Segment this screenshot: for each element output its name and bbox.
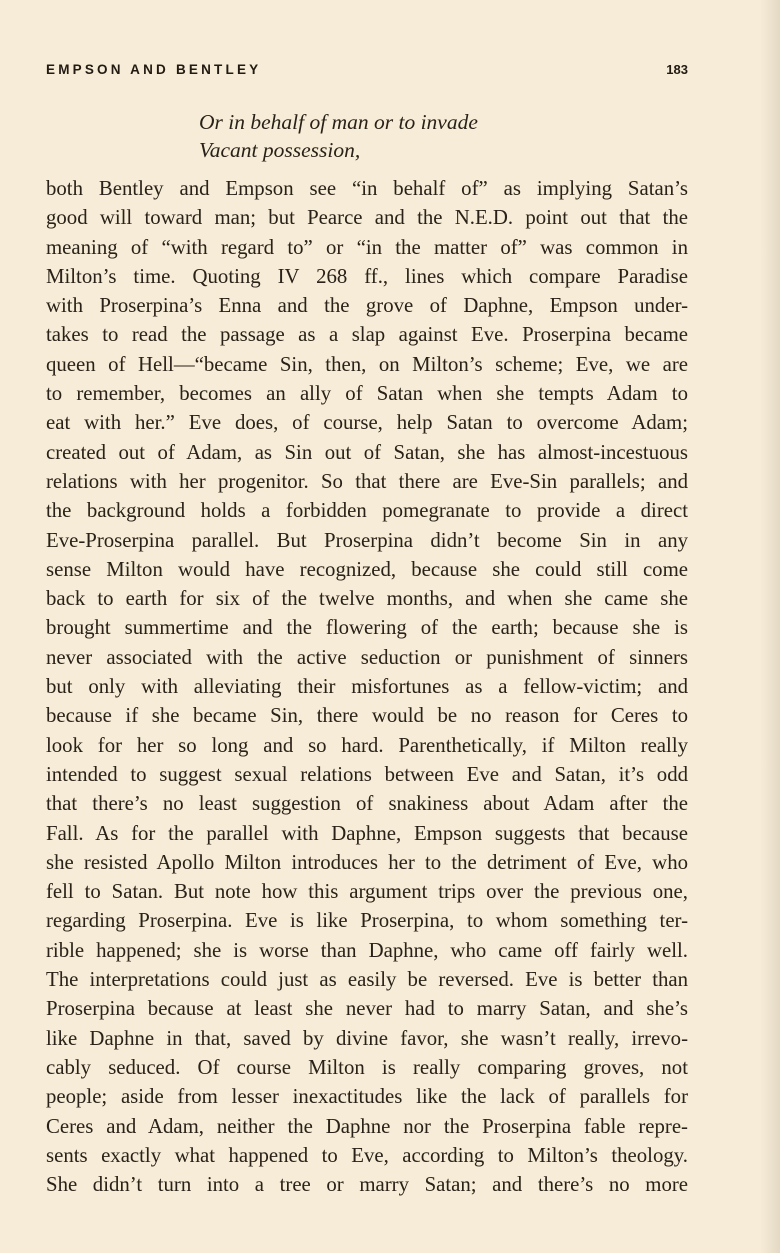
text-line: both Bentley and Empson see “in behalf of” as implying Satan’s <box>46 177 688 200</box>
text-line: with Proserpina’s Enna and the grove of Daphne, Empson under- <box>46 294 688 318</box>
text-line: people; aside from lesser inexactitudes like the lack of parallels for <box>46 1085 688 1109</box>
quotation-line: Or in behalf of man or to invade <box>199 110 478 134</box>
text-line: the background holds a forbidden pomegranate to provide a direct <box>46 499 688 523</box>
text-line: meaning of “with regard to” or “in the matter of” was common in <box>46 235 688 259</box>
text-line: look for her so long and so hard. Parenthetically, if Milton really <box>46 733 688 757</box>
text-line: queen of Hell—“became Sin, then, on Milton’s scheme; Eve, we are <box>46 352 688 376</box>
text-line: Ceres and Adam, neither the Daphne nor the Proserpina fable repre- <box>46 1114 688 1138</box>
text-line: rible happened; she is worse than Daphne, who came off fairly well. <box>46 938 688 962</box>
page-number: 183 <box>666 62 688 77</box>
text-line: eat with her.” Eve does, of course, help Satan to overcome Adam; <box>46 411 688 435</box>
text-line: never associated with the active seduction or punishment of sinners <box>46 645 688 669</box>
text-line: brought summertime and the flowering of the earth; because she is <box>46 616 688 640</box>
text-line: She didn’t turn into a tree or marry Satan; and there’s no more <box>46 1173 688 1197</box>
text-line: Milton’s time. Quoting IV 268 ff., lines which compare Paradise <box>46 264 688 288</box>
text-line: good will toward man; but Pearce and the N.E.D. point out that the <box>46 206 688 230</box>
block-quotation <box>199 108 478 164</box>
text-line: takes to read the passage as a slap against Eve. Proserpina became <box>46 323 688 347</box>
body-text <box>46 174 688 1199</box>
text-line: fell to Satan. But note how this argument trips over the previous one, <box>46 880 688 904</box>
text-line: created out of Adam, as Sin out of Satan, she has almost-incestuous <box>46 440 688 464</box>
text-line: to remember, becomes an ally of Satan when she tempts Adam to <box>46 382 688 406</box>
text-line: that there’s no least suggestion of snakiness about Adam after the <box>46 792 688 816</box>
quotation-line: Vacant possession, <box>199 138 361 162</box>
text-line: The interpretations could just as easily be reversed. Eve is better than <box>46 968 688 992</box>
text-line: relations with her progenitor. So that there are Eve-Sin parallels; and <box>46 469 688 493</box>
text-line: Fall. As for the parallel with Daphne, Empson suggests that because <box>46 821 688 845</box>
text-line: Proserpina because at least she never had to marry Satan, and she’s <box>46 997 688 1021</box>
text-line: cably seduced. Of course Milton is really comparing groves, not <box>46 1055 688 1079</box>
text-line: regarding Proserpina. Eve is like Proserpina, to whom something ter- <box>46 909 688 933</box>
text-line: sense Milton would have recognized, because she could still come <box>46 557 688 581</box>
text-line: because if she became Sin, there would be no reason for Ceres to <box>46 704 688 728</box>
text-line: back to earth for six of the twelve months, and when she came she <box>46 587 688 611</box>
running-head <box>46 62 688 82</box>
text-line: intended to suggest sexual relations between Eve and Satan, it’s odd <box>46 762 688 786</box>
text-line: but only with alleviating their misfortunes as a fellow-victim; and <box>46 675 688 699</box>
text-line: sents exactly what happened to Eve, according to Milton’s theology. <box>46 1143 688 1167</box>
text-line: like Daphne in that, saved by divine favor, she wasn’t really, irrevo- <box>46 1026 688 1050</box>
text-line: Eve-Proserpina parallel. But Proserpina didn’t become Sin in any <box>46 528 688 552</box>
running-title: EMPSON AND BENTLEY <box>46 62 262 77</box>
text-line: she resisted Apollo Milton introduces her to the detriment of Eve, who <box>46 850 688 874</box>
